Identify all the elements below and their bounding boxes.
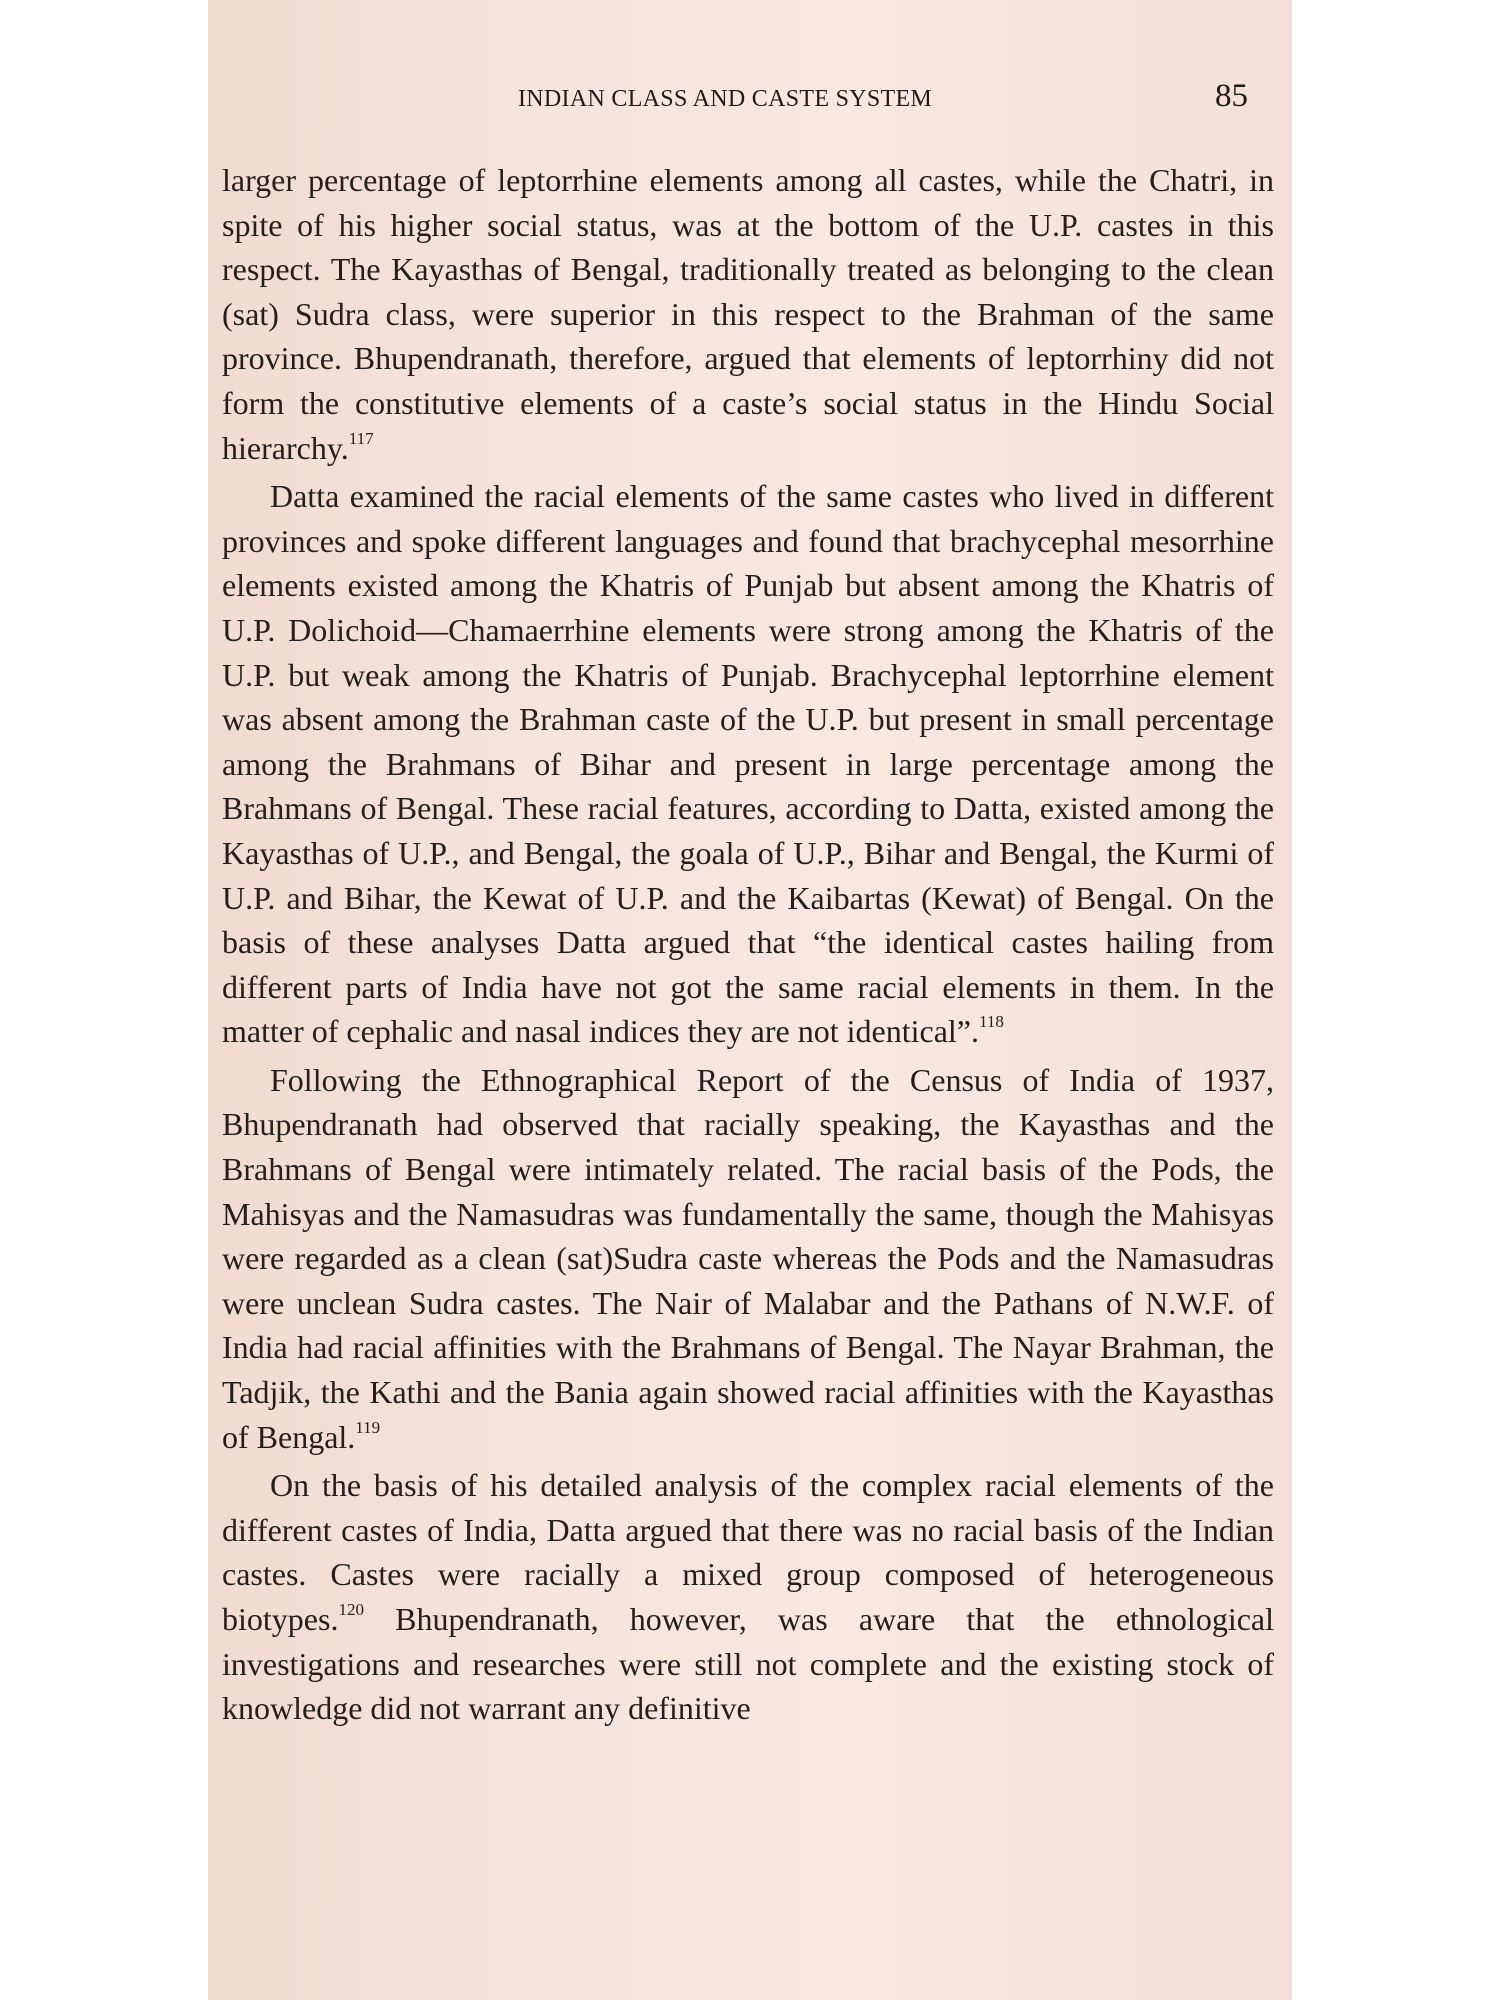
paragraph-text: Following the Ethnographical Report of the Census of India of 1937, Bhupendranath had observed that racially speaking, the Kayasthas and the Brahmans of Bengal were intimately related. The racial basis of the Pods, the Mahisyas and the Namasudras was fundamentally the same, though the Mahisyas were regarded as a clean (sat)Sudra caste whereas the Pods and the Namasudras were unclean Sudra castes. The Nair of Malabar and the Pathans of N.W.F. of India had racial affinities with the Brahmans of Bengal. The Nayar Brahman, the Tadjik, the Kathi and the Bania again showed racial affinities with the Kayasthas of Bengal. (222, 1061, 1274, 1455)
book-page (208, 0, 1292, 2000)
paragraph-text-after: Bhupendranath, however, was aware that the ethnological investigations and researches were still not complete and the existing stock of knowledge did not warrant any definitive (222, 1601, 1274, 1727)
page-body (222, 158, 1274, 1735)
paragraph (222, 474, 1274, 1054)
paragraph (222, 1058, 1274, 1459)
page-number: 85 (1215, 78, 1248, 114)
paragraph (222, 158, 1274, 470)
running-title: INDIAN CLASS AND CASTE SYSTEM (518, 86, 933, 112)
footnote-ref: 120 (338, 1600, 364, 1619)
page-header (208, 78, 1292, 132)
paragraph-text: On the basis of his detailed analysis of the complex racial elements of the different castes of India, Datta argued that there was no racial basis of the Indian castes. Castes were racially a mixed group composed of heterogeneous biotypes. (222, 1467, 1274, 1637)
paragraph (222, 1463, 1274, 1731)
paragraph-text: Datta examined the racial elements of the same castes who lived in different provinces and spoke different languages and found that brachycephal mesorrhine elements existed among the Khatris of Punjab but absent among the Khatris of U.P. Dolichoid—Chamaerrhine elements were strong among the Khatris of the U.P. but weak among the Khatris of Punjab. Brachycephal leptorrhine element was absent among the Brahman caste of the U.P. but present in small percentage among the Brahmans of Bihar and present in large percentage among the Brahmans of Bengal. These racial features, according to Datta, existed among the Kayasthas of U.P., and Bengal, the goala of U.P., Bihar and Bengal, the Kurmi of U.P. and Bihar, the Kewat of U.P. and the Kaibartas (Kewat) of Bengal. On the basis of these analyses Datta argued that “the identical castes hailing from different parts of India have not got the same racial elements in them. In the matter of cephalic and nasal indices they are not identical”. (222, 478, 1274, 1050)
paragraph-text: larger percentage of leptorrhine elements among all castes, while the Chatri, in spite of his higher social status, was at the bottom of the U.P. castes in this respect. The Kayasthas of Bengal, traditionally treated as belonging to the clean (sat) Sudra class, were superior in this respect to the Brahman of the same province. Bhupendranath, therefore, argued that elements of leptorrhiny did not form the constitutive elements of a caste’s social status in the Hindu Social hierarchy. (222, 162, 1274, 466)
footnote-ref: 119 (355, 1417, 381, 1437)
footnote-ref: 117 (348, 428, 374, 448)
footnote-ref: 118 (979, 1012, 1004, 1032)
